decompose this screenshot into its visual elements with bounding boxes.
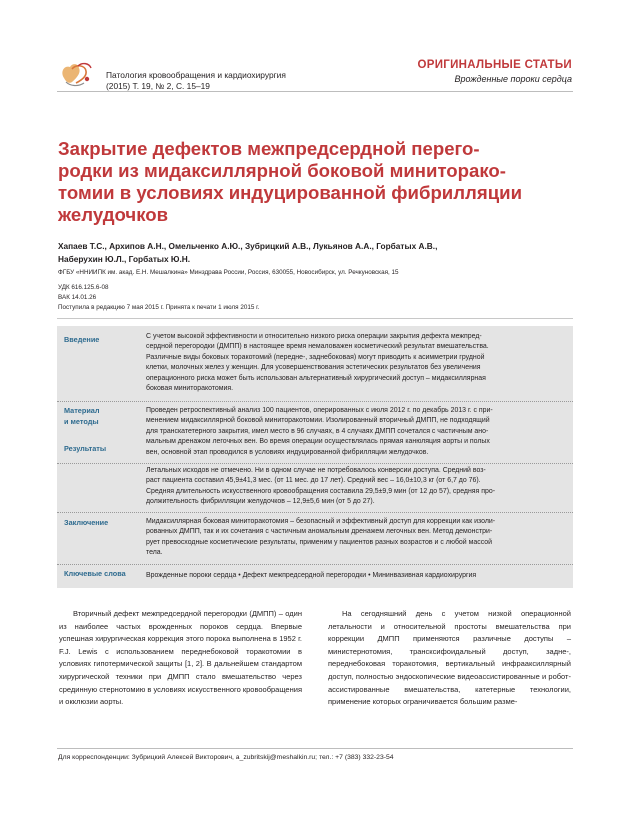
abstract-line: рованных ДМПП, так и их сочетания с частичным аномальным дренажем легочных вен. Метод демонстри-: [146, 528, 493, 536]
classification-codes: [58, 283, 109, 302]
title-line: желудочков: [58, 204, 169, 225]
abstract-text-results: [146, 466, 565, 508]
methods-label-line: и методы: [64, 416, 99, 426]
authors-line: Хапаев Т.С., Архипов А.Н., Омельченко А.Ю., Зубрицкий А.В., Лукьянов А.А., Горбатых А.В.,: [58, 241, 438, 251]
title-line: томии в условиях индуцированной фибрилляции: [58, 182, 522, 203]
abstract-divider: [57, 401, 573, 402]
abstract-text-conclusion: [146, 517, 565, 559]
body-paragraph: Вторичный дефект межпредсердной перегородки (ДМПП) – один из наиболее частых врожденных пороков сердца. Впервые успешная хирургическая коррекция этого порока выполнена в 1952 г. F.J. Lewis с использованием переднебоковой торакотомии в условиях гипотермической защиты [1, 2]. В дальнейшем стандартом хирургической техники при ДМПП стало вмешательство через срединную стернотомию в условиях искусственного кровообращения и окклюзии аорты.: [59, 609, 302, 707]
abstract-line: Средняя длительность искусственного кровообращения составила 29,5±9,9 мин (от 12 до 57), средняя про-: [146, 487, 496, 495]
abstract-label-results: Результаты: [64, 444, 107, 453]
abstract-divider: [57, 564, 573, 565]
abstract-divider: [57, 512, 573, 513]
article-title: [58, 138, 578, 226]
abstract-label-conclusion: Заключение: [64, 518, 109, 527]
abstract-line: тела.: [146, 549, 163, 557]
author-list: [58, 240, 578, 266]
body-column-left: [59, 608, 302, 709]
udk-code: УДК 616.125.6-08: [58, 284, 109, 291]
abstract-line: боковая миниторакотомия.: [146, 385, 234, 393]
abstract-line: менением мидаксиллярной боковой миниторакотомии. Изолированный вторичный ДМПП, не подходящий: [146, 417, 490, 425]
abstract-line: Различные виды боковых торакотомий (передне-, заднебоковая) могут приводить к асимметрии грудной: [146, 353, 485, 361]
vak-code: ВАК 14.01.26: [58, 293, 97, 301]
abstract-line: С учетом высокой эффективности и относительно низкого риска операции закрытия дефекта межпред-: [146, 333, 482, 340]
abstract-line: должительность фибрилляции желудочков – 12,9±5,6 мин (от 5 до 27).: [146, 498, 375, 506]
abstract-line: клетки, молочных желез у женщин. Для усовершенствования эстетических результатов без увеличения: [146, 364, 481, 372]
authors-line: Наберухин Ю.Л., Горбатых Ю.Н.: [58, 254, 191, 264]
abstract-line: мальным дренажом легочных вен. Во время операции осуществлялась прямая канюляция аорты и полых: [146, 438, 490, 446]
abstract-line: вен, основной этап проводился в условиях индуцированной фибрилляции желудочков.: [146, 448, 429, 456]
received-dates: Поступила в редакцию 7 мая 2015 г. Принята к печати 1 июля 2015 г.: [58, 304, 260, 311]
journal-name: Патология кровообращения и кардиохирургия: [106, 70, 286, 80]
abstract-line: сердной перегородки (ДМПП) в настоящее время немаловажен косметический результат вмешательства.: [146, 343, 489, 351]
abstract-line: операционного риска может быть использован альтернативный хирургический доступ – мидаксиллярная: [146, 374, 486, 382]
subsection-heading: Врожденные пороки сердца: [454, 74, 572, 84]
meta-divider: [57, 318, 573, 319]
methods-label-line: Материал: [64, 406, 100, 415]
abstract-line: рует превосходные косметические результаты, применим у пациентов разных возрастов и с любой массой: [146, 538, 492, 546]
abstract-label-methods: [64, 406, 100, 427]
abstract-text-intro: [146, 332, 565, 394]
footer-divider: [57, 748, 573, 749]
abstract-text-methods: [146, 406, 565, 458]
journal-logo-heart-icon: [58, 60, 96, 90]
abstract-line: Проведен ретроспективный анализ 100 пациентов, оперированных с июля 2012 г. по декабрь 2013 г. с при-: [146, 407, 493, 414]
abstract-divider: [57, 463, 573, 464]
abstract-line: Летальных исходов не отмечено. Ни в одном случае не потребовалось конверсии доступа. Средний воз-: [146, 467, 486, 474]
title-line: Закрытие дефектов межпредсердной перего-: [58, 138, 480, 159]
body-column-right: [328, 608, 571, 709]
body-paragraph: На сегодняшний день с учетом низкой операционной летальности и относительной простоты вмешательства при коррекции ДМПП применяются различные доступы – министернотомия, трансксифоидальный доступ, задне-, переднебоковая торакотомия, вертикальный инфрааксиллярный доступ, полностью эндоскопические видеоассистированные и робот-ассистированные вмешательства, катетерные технологии, применение которых ограничивается большим разме-: [328, 609, 571, 707]
correspondence-footer: Для корреспонденции: Зубрицкий Алексей Викторович, a_zubritskij@meshalkin.ru; тел.: +7 (383) 332-23-54: [58, 754, 394, 761]
abstract-line: раст пациента составил 45,9±41,3 мес. (от 11 мес. до 17 лет). Средний вес – 16,0±10,3 кг (от 6,7 до 76).: [146, 477, 481, 485]
title-line: родки из мидаксиллярной боковой миниторако-: [58, 160, 506, 181]
abstract-label-keywords: Ключевые слова: [64, 569, 126, 578]
header-divider: [57, 91, 573, 92]
abstract-box: [57, 326, 573, 588]
abstract-line: Мидаксиллярная боковая миниторакотомия – безопасный и эффективный доступ для коррекции как изоли-: [146, 518, 496, 525]
affiliation: ФГБУ «ННИИПК им. акад. Е.Н. Мешалкина» Минздрава России, Россия, 630055, Новосибирск, ул. Речкуновская, 15: [58, 269, 399, 276]
abstract-line: для транскатетерного закрытия, имел место в 96 случаях, в 4 случаях ДМПП сочетался с частичным ано-: [146, 427, 489, 435]
journal-citation: [106, 70, 286, 92]
keywords-text: Врожденные пороки сердца • Дефект межпредсердной перегородки • Мининвазивная кардиохирургия: [146, 572, 477, 579]
journal-issue: (2015) Т. 19, № 2, С. 15–19: [106, 81, 210, 91]
section-heading: ОРИГИНАЛЬНЫЕ СТАТЬИ: [417, 59, 572, 71]
abstract-label-intro: Введение: [64, 335, 100, 344]
